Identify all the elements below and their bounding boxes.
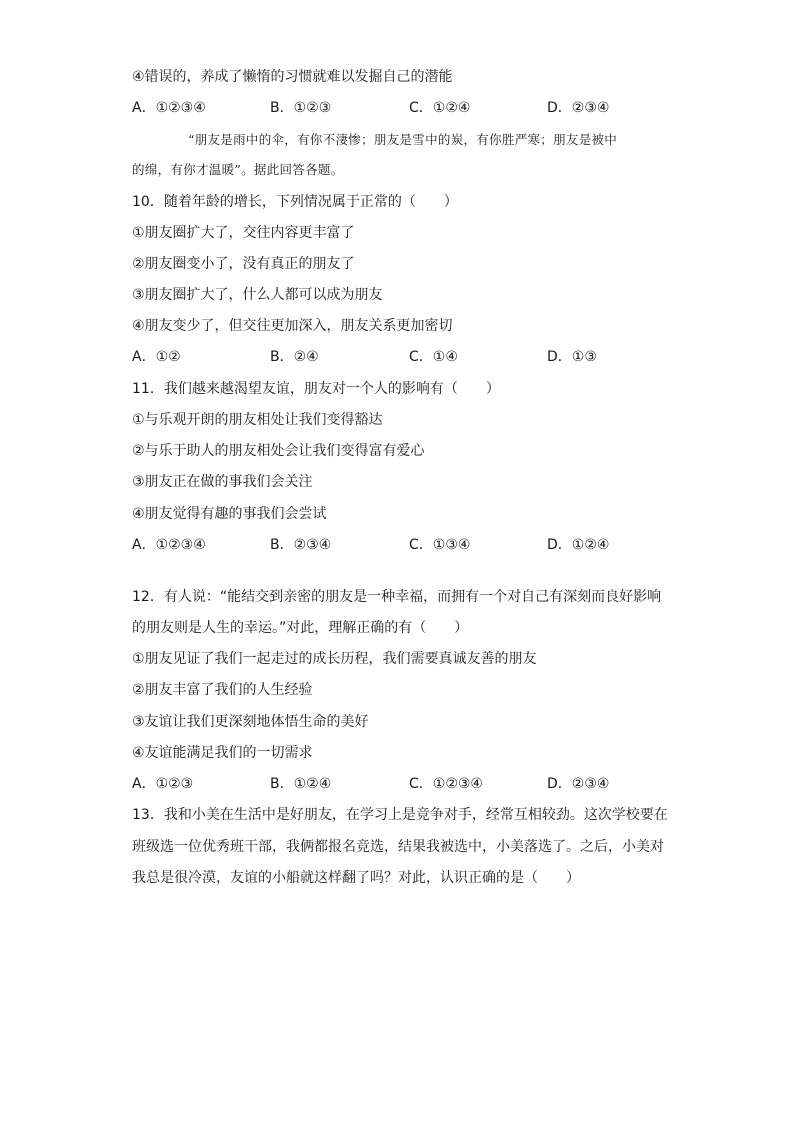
question-12-stem-line-1: 12．有人说：“能结交到亲密的朋友是一种幸福，而拥有一个对自己有深刻而良好影响	[132, 589, 662, 605]
question-12-item: ①朋友见证了我们一起走过的成长历程，我们需要真诚友善的朋友	[132, 651, 537, 667]
reading-passage-line-1: “朋友是雨中的伞，有你不淒惨；朋友是雪中的炭，有你胜严寒；朋友是被中	[188, 132, 618, 147]
reading-passage-line-2: 的绵，有你才温暖”。据此回答各题。	[132, 162, 344, 177]
q11-option-c: C．①③④	[409, 537, 471, 553]
question-10-item: ③朋友圈扩大了，什么人都可以成为朋友	[132, 287, 383, 303]
q9-option-b: B．①②③	[270, 100, 332, 116]
question-13-stem-line-3: 我总是很冷漠，友谊的小船就这样翻了吗？对此，认识正确的是（ ）	[132, 870, 580, 886]
question-10-item: ①朋友圈扩大了，交往内容更丰富了	[132, 225, 355, 241]
q10-option-b: B．②④	[270, 349, 319, 365]
question-10-stem: 10．随着年龄的增长，下列情况属于正常的（ ）	[132, 194, 458, 210]
q12-option-a: A．①②③	[132, 776, 194, 792]
question-11-item: ④朋友觉得有趣的事我们会尝试	[132, 506, 327, 522]
q12-option-b: B．①②④	[270, 776, 332, 792]
question-11-item: ①与乐观开朗的朋友相处让我们变得豁达	[132, 412, 383, 428]
question-13-stem-line-2: 班级选一位优秀班干部，我俩都报名竞选，结果我被选中，小美落选了。之后，小美对	[132, 839, 664, 855]
question-13-stem-line-1: 13．我和小美在生活中是好朋友，在学习上是竞争对手，经常互相较劲。这次学校要在	[132, 807, 668, 823]
question-10-item: ④朋友变少了，但交往更加深入，朋友关系更加密切	[132, 318, 453, 334]
q10-option-c: C．①④	[409, 349, 458, 365]
q12-option-d: D．②③④	[547, 776, 610, 792]
question-12-stem-line-2: 的朋友则是人生的幸运。”对此，理解正确的有（ ）	[132, 620, 469, 636]
q10-option-a: A．①②	[132, 349, 181, 365]
q9-option-a: A．①②③④	[132, 100, 206, 116]
question-12-item: ②朋友丰富了我们的人生经验	[132, 682, 313, 698]
question-11-stem: 11．我们越来越渴望友谊，朋友对一个人的影响有（ ）	[132, 381, 500, 397]
question-12-item: ③友谊让我们更深刻地体悟生命的美好	[132, 714, 369, 730]
question-11-item: ③朋友正在做的事我们会关注	[132, 474, 313, 490]
q9-option-d: D．②③④	[547, 100, 610, 116]
q9-option-c: C．①②④	[409, 100, 471, 116]
q12-option-c: C．①②③④	[409, 776, 483, 792]
question-11-item: ②与乐于助人的朋友相处会让我们变得富有爱心	[132, 443, 425, 459]
question-10-item: ②朋友圈变小了，没有真正的朋友了	[132, 256, 355, 272]
q11-option-a: A．①②③④	[132, 537, 206, 553]
question-9-item-4: ④错误的，养成了懒惰的习惯就难以发掘自己的潜能	[132, 69, 453, 85]
question-12-item: ④友谊能满足我们的一切需求	[132, 745, 313, 761]
q10-option-d: D．①③	[547, 349, 597, 365]
q11-option-d: D．①②④	[547, 537, 610, 553]
q11-option-b: B．②③④	[270, 537, 332, 553]
